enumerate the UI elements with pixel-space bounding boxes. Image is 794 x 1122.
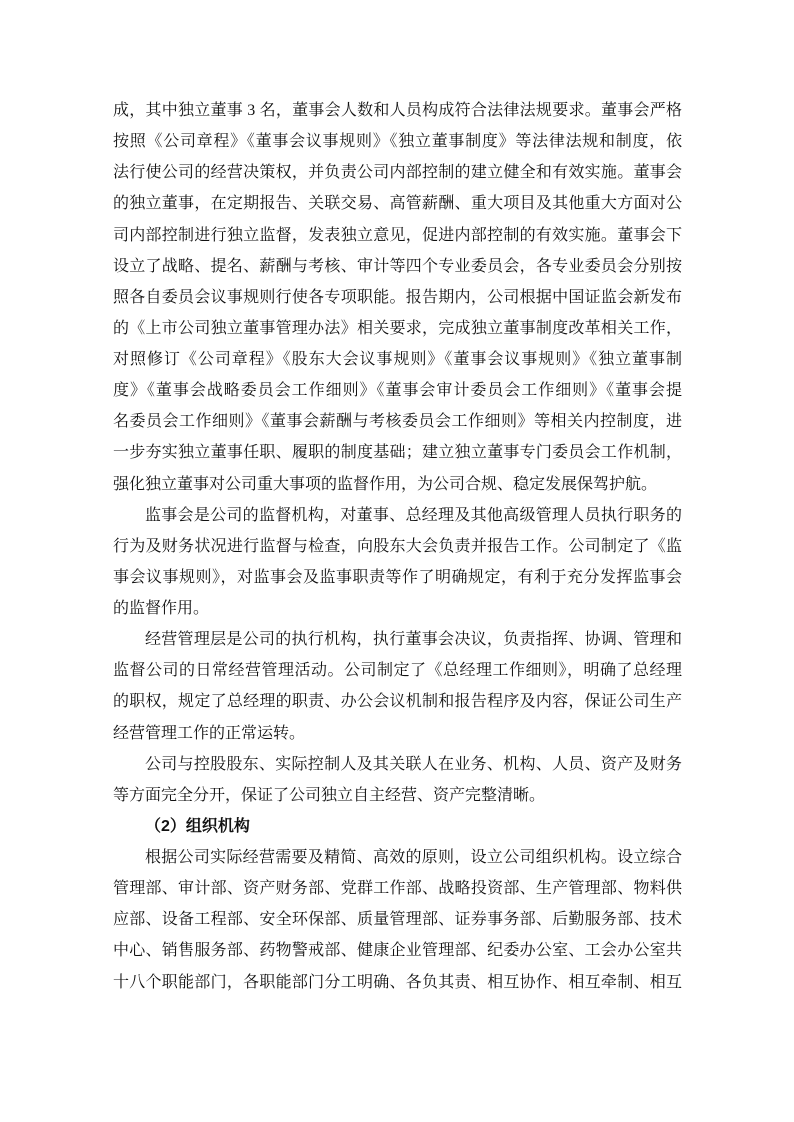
text-line: 经营管理层是公司的执行机构，执行董事会决议，负责指挥、协调、管理和 [145,631,682,649]
text-block [113,95,682,998]
text-line: 强化独立董事对公司重大事项的监督作用，为公司合规、稳定发展保驾护航。 [113,475,658,493]
text-line: 对照修订《公司章程》《股东大会议事规则》《董事会议事规则》《独立董事制 [113,351,682,368]
text-line: 一步夯实独立董事任职、履职的制度基础；建立独立董事专门委员会工作机制， [113,444,682,462]
text-line: 法行使公司的经营决策权，并负责公司内部控制的建立健全和有效实施。董事会 [113,164,682,182]
text-line: 的《上市公司独立董事管理办法》相关要求，完成独立董事制度改革相关工作， [113,319,682,337]
text-line: 度》《董事会战略委员会工作细则》《董事会审计委员会工作细则》《董事会提 [113,382,682,400]
text-line: 设立了战略、提名、薪酬与考核、审计等四个专业委员会，各专业委员会分别按 [113,257,682,275]
text-line: 的监督作用。 [113,600,210,617]
text-line: 事会议事规则》，对监事会及监事职责等作了明确规定，有利于充分发挥监事会 [113,568,682,586]
text-line: 行为及财务状况进行监督与检查，向股东大会负责并报告工作。公司制定了《监 [113,537,682,555]
text-line: 名委员会工作细则》《董事会薪酬与考核委员会工作细则》等相关内控制度，进 [113,413,682,431]
text-line: 监督公司的日常经营管理活动。公司制定了《总经理工作细则》，明确了总经理 [113,662,682,680]
text-line: 中心、销售服务部、药物警戒部、健康企业管理部、纪委办公室、工会办公室共 [113,942,682,960]
text-line: 管理部、审计部、资产财务部、党群工作部、战略投资部、生产管理部、物料供 [113,880,682,898]
text-line: 等方面完全分开，保证了公司独立自主经营、资产完整清晰。 [113,786,546,804]
section-heading: （2）组织机构 [145,817,250,835]
text-line: 公司与控股股东、实际控制人及其关联人在业务、机构、人员、资产及财务 [145,755,682,773]
text-line: 按照《公司章程》《董事会议事规则》《独立董事制度》等法律法规和制度，依 [113,133,682,151]
text-line: 司内部控制进行独立监督，发表独立意见，促进内部控制的有效实施。董事会下 [113,226,682,244]
text-line: 十八个职能部门，各职能部门分工明确、各负其责、相互协作、相互牵制、相互 [113,973,682,991]
text-line: 监事会是公司的监督机构，对董事、总经理及其他高级管理人员执行职务的 [145,506,682,524]
text-line: 成，其中独立董事 3 名，董事会人数和人员构成符合法律法规要求。董事会严格 [113,102,682,119]
text-line: 应部、设备工程部、安全环保部、质量管理部、证券事务部、后勤服务部、技术 [113,911,682,929]
text-line: 的职权，规定了总经理的职责、办公会议机制和报告程序及内容，保证公司生产 [113,693,682,711]
text-line: 根据公司实际经营需要及精简、高效的原则，设立公司组织机构。设立综合 [145,849,682,866]
text-line: 经营管理工作的正常运转。 [113,724,306,742]
text-line: 的独立董事，在定期报告、关联交易、高管薪酬、重大项目及其他重大方面对公 [113,195,682,213]
text-line: 照各自委员会议事规则行使各专项职能。报告期内，公司根据中国证监会新发布 [113,288,682,306]
